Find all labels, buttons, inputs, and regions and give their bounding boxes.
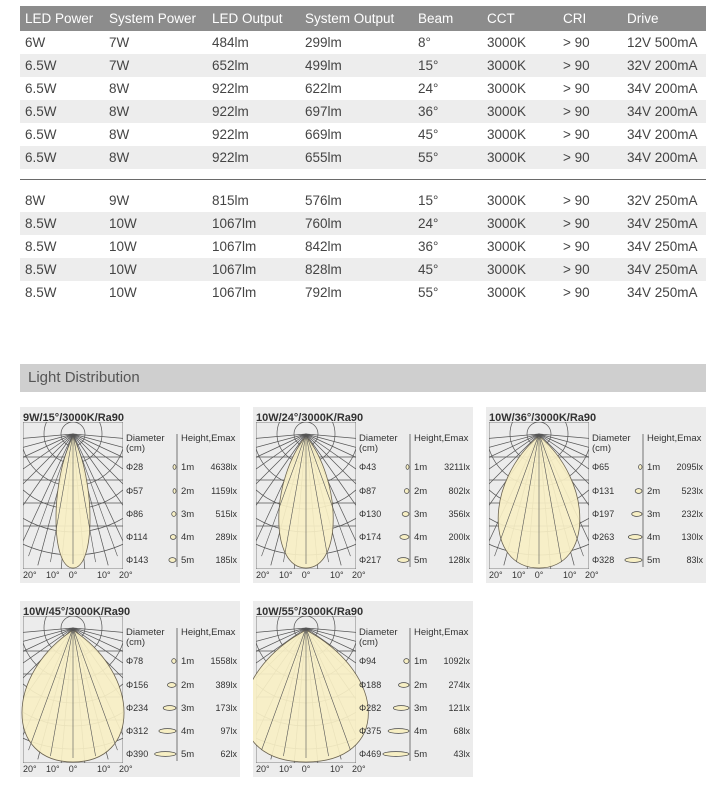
cell-led-power: 6.5W bbox=[25, 58, 57, 73]
angle-label: 10° bbox=[279, 764, 293, 774]
cell-led-output: 922lm bbox=[212, 104, 249, 119]
diameter-value: Φ143 bbox=[126, 555, 149, 565]
diameter-value: Φ28 bbox=[126, 462, 144, 472]
cell-system-power: 9W bbox=[109, 193, 130, 208]
angle-label: 20° bbox=[119, 764, 133, 774]
emax-value: 289lx bbox=[215, 532, 237, 542]
diameter-value: Φ57 bbox=[126, 486, 144, 496]
emax-value: 515lx bbox=[215, 509, 237, 519]
cell-system-output: 828lm bbox=[305, 262, 342, 277]
height-header: Height,Emax bbox=[414, 433, 469, 444]
height-header: Height,Emax bbox=[181, 627, 236, 638]
cell-led-power: 8.5W bbox=[25, 239, 57, 254]
emax-value: 3211lx bbox=[444, 462, 470, 472]
cell-cct: 3000K bbox=[487, 216, 527, 231]
cell-cct: 3000K bbox=[487, 150, 527, 165]
height-header: Height,Emax bbox=[647, 433, 702, 444]
diameter-value: Φ78 bbox=[126, 656, 144, 666]
group-divider bbox=[20, 179, 706, 180]
spot-size-marker bbox=[173, 489, 176, 494]
cell-system-power: 8W bbox=[109, 127, 130, 142]
emax-value: 1558lx bbox=[210, 656, 237, 666]
diameter-unit: (cm) bbox=[126, 637, 145, 648]
distribution-diagram bbox=[253, 407, 473, 583]
spot-size-marker bbox=[632, 512, 642, 517]
diameter-value: Φ217 bbox=[359, 555, 382, 565]
cell-led-output: 1067lm bbox=[212, 239, 257, 254]
spot-size-marker bbox=[402, 512, 409, 517]
diameter-unit: (cm) bbox=[126, 443, 145, 454]
cell-system-output: 669lm bbox=[305, 127, 342, 142]
diameter-value: Φ328 bbox=[592, 555, 615, 565]
height-value: 2m bbox=[414, 486, 428, 497]
height-value: 3m bbox=[414, 509, 428, 520]
cell-drive: 34V 200mA bbox=[627, 127, 698, 142]
cell-cct: 3000K bbox=[487, 104, 527, 119]
cell-beam: 24° bbox=[418, 81, 439, 96]
emax-value: 97lx bbox=[220, 726, 237, 736]
emax-value: 130lx bbox=[681, 532, 703, 542]
cell-led-output: 1067lm bbox=[212, 285, 257, 300]
diameter-value: Φ43 bbox=[359, 462, 377, 472]
height-value: 4m bbox=[647, 532, 661, 543]
header-system-power: System Power bbox=[109, 11, 197, 26]
cell-led-output: 922lm bbox=[212, 150, 249, 165]
cell-system-output: 299lm bbox=[305, 35, 342, 50]
spot-size-marker bbox=[635, 489, 642, 494]
cell-cct: 3000K bbox=[487, 193, 527, 208]
cell-led-output: 922lm bbox=[212, 127, 249, 142]
diameter-value: Φ197 bbox=[592, 509, 615, 519]
cell-system-power: 8W bbox=[109, 81, 130, 96]
cell-system-output: 576lm bbox=[305, 193, 342, 208]
angle-label: 0° bbox=[68, 570, 78, 580]
emax-value: 121lx bbox=[448, 703, 470, 713]
cell-system-output: 792lm bbox=[305, 285, 342, 300]
diameter-unit: (cm) bbox=[592, 443, 611, 454]
panel-title: 10W/24°/3000K/Ra90 bbox=[256, 412, 364, 424]
panel-title: 10W/36°/3000K/Ra90 bbox=[489, 412, 597, 424]
table-group-2 bbox=[20, 189, 706, 304]
cell-cri: > 90 bbox=[563, 81, 590, 96]
emax-value: 185lx bbox=[215, 555, 237, 565]
angle-label: 20° bbox=[585, 570, 599, 580]
diameter-header: Diameter bbox=[359, 627, 398, 638]
table-row bbox=[20, 54, 706, 77]
cell-system-power: 7W bbox=[109, 35, 130, 50]
height-value: 5m bbox=[414, 555, 428, 566]
distribution-panel bbox=[486, 407, 706, 583]
header-cri: CRI bbox=[563, 11, 587, 26]
table-row bbox=[20, 77, 706, 100]
diameter-value: Φ390 bbox=[126, 749, 149, 759]
light-distribution-heading bbox=[20, 364, 706, 392]
cell-system-output: 655lm bbox=[305, 150, 342, 165]
height-value: 4m bbox=[414, 726, 428, 737]
angle-label: 0° bbox=[301, 570, 311, 580]
diameter-value: Φ86 bbox=[126, 509, 144, 519]
diameter-value: Φ131 bbox=[592, 486, 615, 496]
cell-drive: 34V 200mA bbox=[627, 150, 698, 165]
spot-size-marker bbox=[383, 752, 409, 757]
spec-table bbox=[20, 6, 706, 304]
cell-cct: 3000K bbox=[487, 239, 527, 254]
emax-value: 62lx bbox=[220, 749, 237, 759]
height-value: 5m bbox=[647, 555, 661, 566]
cell-drive: 34V 250mA bbox=[627, 285, 698, 300]
emax-value: 274lx bbox=[448, 680, 470, 690]
table-row bbox=[20, 146, 706, 169]
cell-system-output: 760lm bbox=[305, 216, 342, 231]
angle-label: 20° bbox=[352, 570, 366, 580]
spot-size-marker bbox=[399, 683, 409, 688]
cell-led-output: 484lm bbox=[212, 35, 249, 50]
diameter-header: Diameter bbox=[126, 433, 165, 444]
panel-title: 10W/45°/3000K/Ra90 bbox=[23, 606, 131, 618]
cell-beam: 24° bbox=[418, 216, 439, 231]
height-value: 2m bbox=[181, 486, 195, 497]
cell-beam: 36° bbox=[418, 104, 439, 119]
header-drive: Drive bbox=[627, 11, 659, 26]
cell-cri: > 90 bbox=[563, 35, 590, 50]
height-value: 4m bbox=[181, 726, 195, 737]
diameter-value: Φ312 bbox=[126, 726, 149, 736]
cell-beam: 45° bbox=[418, 127, 439, 142]
height-value: 5m bbox=[181, 555, 195, 566]
distribution-diagram bbox=[253, 601, 473, 777]
angle-label: 0° bbox=[68, 764, 78, 774]
table-row bbox=[20, 100, 706, 123]
distribution-diagram bbox=[20, 601, 240, 777]
cell-cct: 3000K bbox=[487, 58, 527, 73]
emax-value: 802lx bbox=[448, 486, 470, 496]
cell-led-power: 6.5W bbox=[25, 127, 57, 142]
table-row bbox=[20, 189, 706, 212]
diameter-value: Φ469 bbox=[359, 749, 382, 759]
diameter-header: Diameter bbox=[592, 433, 631, 444]
cell-beam: 8° bbox=[418, 35, 431, 50]
header-beam: Beam bbox=[418, 11, 454, 26]
angle-label: 0° bbox=[301, 764, 311, 774]
cell-system-power: 8W bbox=[109, 104, 130, 119]
angle-label: 10° bbox=[512, 570, 526, 580]
diameter-value: Φ94 bbox=[359, 656, 377, 666]
emax-value: 356lx bbox=[448, 509, 470, 519]
cell-cct: 3000K bbox=[487, 127, 527, 142]
diameter-header: Diameter bbox=[126, 627, 165, 638]
table-row bbox=[20, 123, 706, 146]
emax-value: 232lx bbox=[681, 509, 703, 519]
spot-size-marker bbox=[393, 706, 409, 711]
angle-label: 20° bbox=[23, 570, 37, 580]
spot-size-marker bbox=[170, 535, 176, 540]
header-led-output: LED Output bbox=[212, 11, 283, 26]
table-header bbox=[20, 6, 706, 31]
cell-beam: 15° bbox=[418, 193, 439, 208]
cell-cct: 3000K bbox=[487, 262, 527, 277]
angle-label: 20° bbox=[489, 570, 503, 580]
emax-value: 389lx bbox=[215, 680, 237, 690]
cell-led-power: 6.5W bbox=[25, 104, 57, 119]
spot-size-marker bbox=[167, 683, 176, 688]
cell-cri: > 90 bbox=[563, 262, 590, 277]
angle-label: 10° bbox=[97, 570, 111, 580]
header-cct: CCT bbox=[487, 11, 515, 26]
emax-value: 83lx bbox=[686, 555, 703, 565]
height-value: 4m bbox=[414, 532, 428, 543]
cell-system-output: 622lm bbox=[305, 81, 342, 96]
diameter-unit: (cm) bbox=[359, 443, 378, 454]
diameter-value: Φ234 bbox=[126, 703, 149, 713]
emax-value: 173lx bbox=[215, 703, 237, 713]
cell-system-output: 499lm bbox=[305, 58, 342, 73]
spot-size-marker bbox=[169, 558, 176, 563]
table-row bbox=[20, 212, 706, 235]
height-value: 1m bbox=[181, 462, 195, 473]
height-value: 2m bbox=[181, 680, 195, 691]
height-value: 3m bbox=[414, 703, 428, 714]
cell-system-power: 10W bbox=[109, 216, 137, 231]
emax-value: 128lx bbox=[448, 555, 470, 565]
cell-drive: 34V 200mA bbox=[627, 104, 698, 119]
emax-value: 4638lx bbox=[210, 462, 237, 472]
spot-size-marker bbox=[404, 659, 409, 664]
spot-size-marker bbox=[639, 465, 642, 470]
height-value: 5m bbox=[414, 749, 428, 760]
cell-beam: 45° bbox=[418, 262, 439, 277]
angle-label: 10° bbox=[563, 570, 577, 580]
header-system-output: System Output bbox=[305, 11, 395, 26]
emax-value: 2095lx bbox=[676, 462, 703, 472]
distribution-panel bbox=[253, 601, 473, 777]
cell-system-power: 10W bbox=[109, 239, 137, 254]
emax-value: 200lx bbox=[448, 532, 470, 542]
cell-system-power: 10W bbox=[109, 285, 137, 300]
angle-label: 20° bbox=[256, 764, 270, 774]
spot-size-marker bbox=[406, 465, 409, 470]
distribution-panel bbox=[253, 407, 473, 583]
table-group-1 bbox=[20, 31, 706, 169]
cell-system-output: 842lm bbox=[305, 239, 342, 254]
angle-label: 20° bbox=[119, 570, 133, 580]
emax-value: 1092lx bbox=[443, 656, 470, 666]
table-row bbox=[20, 258, 706, 281]
cell-cri: > 90 bbox=[563, 150, 590, 165]
cell-led-power: 6.5W bbox=[25, 150, 57, 165]
spot-size-marker bbox=[155, 752, 176, 757]
height-value: 2m bbox=[647, 486, 661, 497]
cell-drive: 34V 250mA bbox=[627, 262, 698, 277]
panel-title: 9W/15°/3000K/Ra90 bbox=[23, 412, 125, 424]
height-value: 5m bbox=[181, 749, 195, 760]
emax-value: 523lx bbox=[681, 486, 703, 496]
spot-size-marker bbox=[625, 558, 642, 563]
distribution-panel bbox=[20, 601, 240, 777]
height-value: 1m bbox=[414, 656, 428, 667]
cell-led-power: 6.5W bbox=[25, 81, 57, 96]
cell-drive: 34V 250mA bbox=[627, 239, 698, 254]
cell-beam: 36° bbox=[418, 239, 439, 254]
diameter-value: Φ87 bbox=[359, 486, 377, 496]
cell-led-output: 922lm bbox=[212, 81, 249, 96]
cell-beam: 55° bbox=[418, 150, 439, 165]
cell-cri: > 90 bbox=[563, 285, 590, 300]
diameter-value: Φ188 bbox=[359, 680, 382, 690]
spot-size-marker bbox=[388, 729, 409, 734]
cell-system-power: 10W bbox=[109, 262, 137, 277]
distribution-diagram bbox=[486, 407, 706, 583]
spot-size-marker bbox=[398, 558, 409, 563]
angle-label: 10° bbox=[46, 764, 60, 774]
cell-cri: > 90 bbox=[563, 216, 590, 231]
cell-beam: 55° bbox=[418, 285, 439, 300]
distribution-panel bbox=[20, 407, 240, 583]
spot-size-marker bbox=[400, 535, 409, 540]
angle-label: 10° bbox=[97, 764, 111, 774]
cell-cri: > 90 bbox=[563, 239, 590, 254]
angle-label: 10° bbox=[46, 570, 60, 580]
cell-cri: > 90 bbox=[563, 104, 590, 119]
height-value: 1m bbox=[414, 462, 428, 473]
cell-cri: > 90 bbox=[563, 127, 590, 142]
angle-label: 0° bbox=[534, 570, 544, 580]
cell-cri: > 90 bbox=[563, 193, 590, 208]
spot-size-marker bbox=[159, 729, 176, 734]
height-value: 3m bbox=[647, 509, 661, 520]
cell-cct: 3000K bbox=[487, 81, 527, 96]
table-row bbox=[20, 31, 706, 54]
cell-drive: 32V 250mA bbox=[627, 193, 698, 208]
angle-label: 20° bbox=[352, 764, 366, 774]
cell-system-power: 7W bbox=[109, 58, 130, 73]
cell-cri: > 90 bbox=[563, 58, 590, 73]
cell-led-power: 8.5W bbox=[25, 262, 57, 277]
spot-size-marker bbox=[172, 659, 176, 664]
distribution-diagram bbox=[20, 407, 240, 583]
cell-led-output: 652lm bbox=[212, 58, 249, 73]
cell-led-power: 6W bbox=[25, 35, 46, 50]
spot-size-marker bbox=[404, 489, 409, 494]
cell-cct: 3000K bbox=[487, 285, 527, 300]
angle-label: 20° bbox=[23, 764, 37, 774]
angle-label: 10° bbox=[330, 570, 344, 580]
cell-cct: 3000K bbox=[487, 35, 527, 50]
spot-size-marker bbox=[163, 706, 176, 711]
header-led-power: LED Power bbox=[25, 11, 94, 26]
cell-drive: 32V 200mA bbox=[627, 58, 698, 73]
spot-size-marker bbox=[173, 465, 176, 470]
diameter-unit: (cm) bbox=[359, 637, 378, 648]
beam-shape bbox=[253, 630, 368, 762]
height-value: 4m bbox=[181, 532, 195, 543]
diameter-value: Φ130 bbox=[359, 509, 382, 519]
cell-system-power: 8W bbox=[109, 150, 130, 165]
emax-value: 68lx bbox=[453, 726, 470, 736]
angle-label: 10° bbox=[279, 570, 293, 580]
height-header: Height,Emax bbox=[181, 433, 236, 444]
diameter-value: Φ375 bbox=[359, 726, 382, 736]
spot-size-marker bbox=[172, 512, 176, 517]
cell-drive: 12V 500mA bbox=[627, 35, 698, 50]
height-value: 3m bbox=[181, 703, 195, 714]
emax-value: 1159lx bbox=[211, 486, 237, 496]
cell-led-output: 1067lm bbox=[212, 262, 257, 277]
cell-led-power: 8.5W bbox=[25, 216, 57, 231]
diameter-value: Φ65 bbox=[592, 462, 610, 472]
height-value: 3m bbox=[181, 509, 195, 520]
cell-led-output: 1067lm bbox=[212, 216, 257, 231]
emax-value: 43lx bbox=[453, 749, 470, 759]
diameter-value: Φ156 bbox=[126, 680, 149, 690]
cell-led-power: 8W bbox=[25, 193, 46, 208]
height-header: Height,Emax bbox=[414, 627, 469, 638]
spot-size-marker bbox=[628, 535, 642, 540]
angle-label: 20° bbox=[256, 570, 270, 580]
table-row bbox=[20, 235, 706, 258]
table-row bbox=[20, 281, 706, 304]
panel-title: 10W/55°/3000K/Ra90 bbox=[256, 606, 364, 618]
diameter-value: Φ263 bbox=[592, 532, 615, 542]
cell-drive: 34V 200mA bbox=[627, 81, 698, 96]
cell-beam: 15° bbox=[418, 58, 439, 73]
diameter-value: Φ174 bbox=[359, 532, 382, 542]
cell-system-output: 697lm bbox=[305, 104, 342, 119]
cell-drive: 34V 250mA bbox=[627, 216, 698, 231]
section-title: Light Distribution bbox=[28, 369, 140, 386]
height-value: 2m bbox=[414, 680, 428, 691]
diameter-header: Diameter bbox=[359, 433, 398, 444]
cell-led-power: 8.5W bbox=[25, 285, 57, 300]
diameter-value: Φ282 bbox=[359, 703, 382, 713]
diameter-value: Φ114 bbox=[126, 532, 148, 542]
angle-label: 10° bbox=[330, 764, 344, 774]
height-value: 1m bbox=[181, 656, 195, 667]
height-value: 1m bbox=[647, 462, 661, 473]
cell-led-output: 815lm bbox=[212, 193, 249, 208]
